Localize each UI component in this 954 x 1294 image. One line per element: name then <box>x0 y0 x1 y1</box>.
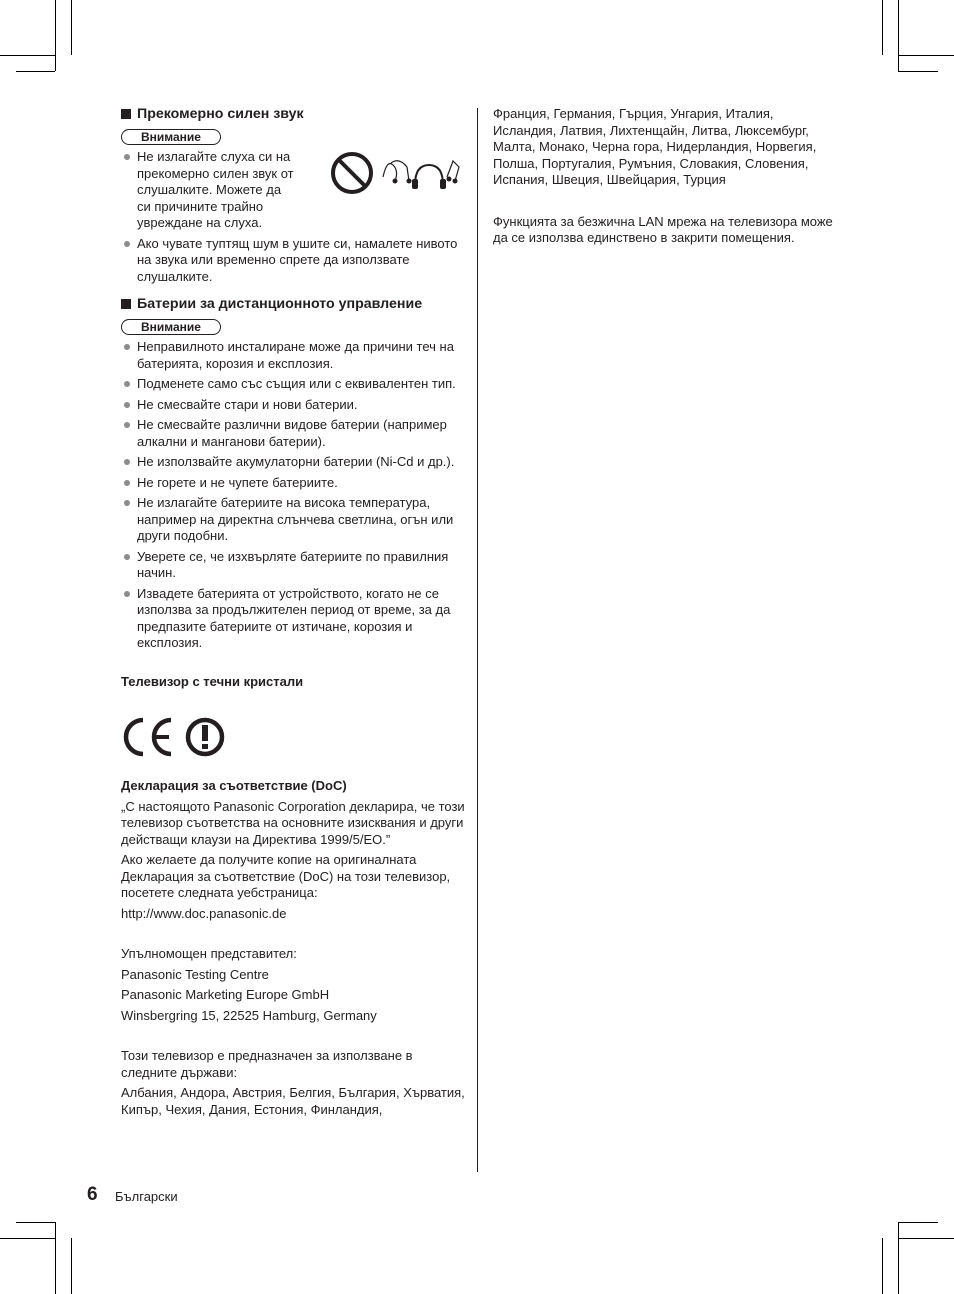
no-headphones-icon <box>329 151 461 197</box>
list-item: Не използвайте акумулаторни батерии (Ni-Cd и др.). <box>121 454 466 471</box>
square-bullet-icon <box>121 299 131 309</box>
countries-list-continued: Франция, Германия, Гърция, Унгария, Италия, Исландия, Латвия, Лихтенщайн, Литва, Люксембург, Малта, Монако, Черна гора, Нидерландия, Норвегия, Полша, Португалия, Румъния, Словакия, Словения, Испания, Швеция, Швейцария, Турция <box>493 106 817 187</box>
ce-mark-logo <box>121 716 466 756</box>
rep-line: Panasonic Marketing Europe GmbH <box>121 987 330 1002</box>
list-item: Не излагайте батериите на висока температура, например на директна слънчева светлина, огън или други подобни. <box>121 495 466 545</box>
left-column <box>121 105 466 1118</box>
column-divider <box>477 108 478 1172</box>
list-item: Уверете се, че изхвърляте батериите по правилния начин. <box>121 549 466 582</box>
list-item: Подменете само със същия или с еквивалентен тип. <box>121 376 466 393</box>
countries-list: Албания, Андора, Австрия, Белгия, България, Хърватия, Кипър, Чехия, Дания, Естония, Финландия, <box>121 1085 465 1117</box>
page-number: 6 <box>87 1184 98 1205</box>
wireless-lan-note: Функцията за безжична LAN мрежа на телевизора може да се използва единствено в закрити помещения. <box>493 213 833 245</box>
rep-line: Winsbergring 15, 22525 Hamburg, Germany <box>121 1007 377 1023</box>
tv-title: Телевизор с течни кристали <box>121 673 304 689</box>
intended-countries-intro: Този телевизор е предназначен за използване в следните държави: <box>121 1048 413 1080</box>
doc-copy-text: Ако желаете да получите копие на оригиналната Декларация за съответствие (DoC) на този телевизор, посетете следната уебстраница: <box>121 852 451 900</box>
section-heading-batteries: Батерии за дистанционното управление <box>121 295 466 313</box>
caution-badge: Внимание <box>121 319 221 335</box>
loud-sound-list <box>121 149 466 285</box>
list-item: Неправилното инсталиране може да причини теч на батерията, корозия и експлозия. <box>121 339 466 372</box>
list-item: Не смесвайте стари и нови батерии. <box>121 397 466 414</box>
right-column <box>493 106 838 247</box>
battery-list <box>121 339 466 652</box>
doc-url: http://www.doc.panasonic.de <box>121 905 287 921</box>
caution-badge: Внимание <box>121 129 221 145</box>
section-heading-loud-sound: Прекомерно силен звук <box>121 105 466 123</box>
language-label: Български <box>115 1189 178 1204</box>
list-item: Ако чувате туптящ шум в ушите си, намалете нивото на звука или временно спрете да използвате слушалките. <box>121 236 466 286</box>
rep-label: Упълномощен представител: <box>121 946 297 961</box>
square-bullet-icon <box>121 109 131 119</box>
list-item: Не смесвайте различни видове батерии (например алкални и манганови батерии). <box>121 417 466 450</box>
list-item: Не излагайте слуха си на прекомерно силен звук от слушалките. Можете да си причините трайно увреждане на слуха. <box>121 149 297 232</box>
list-item: Не горете и не чупете батериите. <box>121 475 466 492</box>
list-item: Извадете батерията от устройството, когато не се използва за продължителен период от време, за да предпазите батериите от изтичане, корозия и експлозия. <box>121 586 466 652</box>
doc-quote: „С настоящото Panasonic Corporation декларира, че този телевизор съответства на основните изисквания и други действащи клаузи на Директива 1999/5/ЕО.” <box>121 798 465 847</box>
rep-line: Panasonic Testing Centre <box>121 966 269 982</box>
ce-mark-icon <box>121 716 231 758</box>
doc-heading: Декларация за съответствие (DoC) <box>121 778 347 793</box>
